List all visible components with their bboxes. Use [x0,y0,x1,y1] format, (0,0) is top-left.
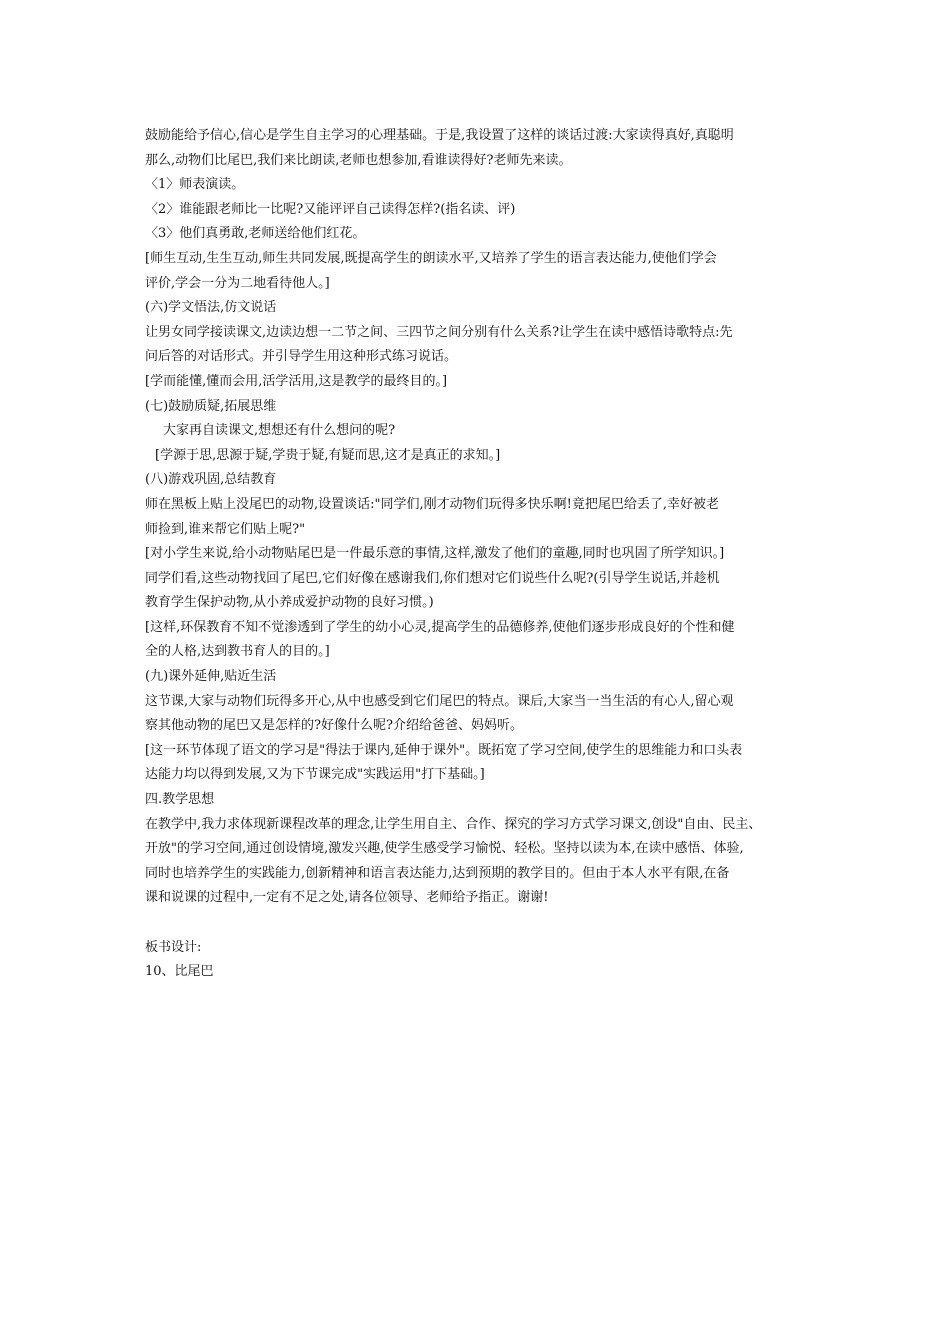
commentary-line: [学源于思,思源于疑,学贵于疑,有疑而思,这才是真正的求知。] [155,447,501,463]
blank-line [145,911,810,936]
paragraph-line: 这节课,大家与动物们玩得多开心,从中也感受到它们尾巴的特点。课后,大家当一当生活的有心人,留心观 [145,693,734,709]
section-heading: 四.教学思想 [145,792,215,808]
commentary-line: [这样,环保教育不知不觉渗透到了学生的幼小心灵,提高学生的品德修养,使他们逐步形成良好的个性和健 [145,619,735,635]
paragraph-line: 课和说课的过程中,一定有不足之处,请各位领导、老师给予指正。谢谢! [145,890,549,906]
list-item: 〈1〉师表演读。 [145,177,245,193]
section-heading: (六)学文悟法,仿文说话 [145,300,277,316]
commentary-line: 达能力均以得到发展,又为下节课完成"实践运用"打下基础。] [145,767,485,783]
paragraph-line: 教育学生保护动物,从小养成爱护动物的良好习惯。) [145,595,434,611]
paragraph-line: 同学们看,这些动物找回了尾巴,它们好像在感谢我们,你们想对它们说些什么呢?(引导学生说话,并趁机 [145,570,720,586]
paragraph-line: 在教学中,我力求体现新课程改革的理念,让学生用自主、合作、探究的学习方式学习课文,创设"自由、民主、 [145,816,762,832]
paragraph-line: 师在黑板上贴上没尾巴的动物,设置谈话:"同学们,刚才动物们玩得多快乐啊!竟把尾巴给丢了,幸好被老 [145,496,719,512]
commentary-line: 全的人格,达到教书育人的目的。] [145,644,330,660]
section-heading: (八)游戏巩固,总结教育 [145,472,277,488]
section-heading: (九)课外延伸,贴近生活 [145,669,277,685]
paragraph-line: 让男女同学接读课文,边读边想一二节之间、三四节之间分别有什么关系?让学生在读中感悟诗歌特点:先 [145,324,733,340]
paragraph-line: 开放"的学习空间,通过创设情境,激发兴趣,使学生感受学习愉悦、轻松。坚持以读为本,在读中感悟、体验, [145,841,744,857]
list-item: 〈3〉他们真勇敢,老师送给他们红花。 [145,226,366,242]
board-design-heading: 板书设计: [145,939,202,955]
list-item: 〈2〉谁能跟老师比一比呢?又能评评自己读得怎样?(指名读、评) [145,201,516,217]
commentary-line: [对小学生来说,给小动物贴尾巴是一件最乐意的事情,这样,激发了他们的童趣,同时也巩固了所学知识。] [145,546,725,562]
section-heading: (七)鼓励质疑,拓展思维 [145,398,277,414]
commentary-line: [师生互动,生生互动,师生共同发展,既提高学生的朗读水平,又培养了学生的语言表达能力,使他们学会 [145,250,717,266]
commentary-line: 评价,学会一分为二地看待他人。] [145,275,330,291]
paragraph-line: 察其他动物的尾巴又是怎样的?好像什么呢?介绍给爸爸、妈妈听。 [145,718,523,734]
board-design-title: 10、比尾巴 [145,964,214,980]
commentary-line: [学而能懂,懂而会用,活学活用,这是教学的最终目的。] [145,373,448,389]
paragraph-line: 师捡到,谁来帮它们贴上呢?" [145,521,306,537]
paragraph-line: 鼓励能给予信心,信心是学生自主学习的心理基础。于是,我设置了这样的谈话过渡:大家读得真好,真聪明 [145,128,734,143]
document-body [145,124,810,985]
paragraph-line: 同时也培养学生的实践能力,创新精神和语言表达能力,达到预期的教学目的。但由于本人水平有限,在备 [145,865,730,881]
paragraph-line: 问后答的对话形式。并引导学生用这种形式练习说话。 [145,349,458,365]
paragraph-line: 那么,动物们比尾巴,我们来比朗读,老师也想参加,看谁读得好?老师先来读。 [145,152,572,168]
paragraph-line: 大家再自读课文,想想还有什么想问的呢? [163,423,396,439]
commentary-line: [这一环节体现了语文的学习是"得法于课内,延伸于课外"。既拓宽了学习空间,使学生的思维能力和口头表 [145,742,743,758]
